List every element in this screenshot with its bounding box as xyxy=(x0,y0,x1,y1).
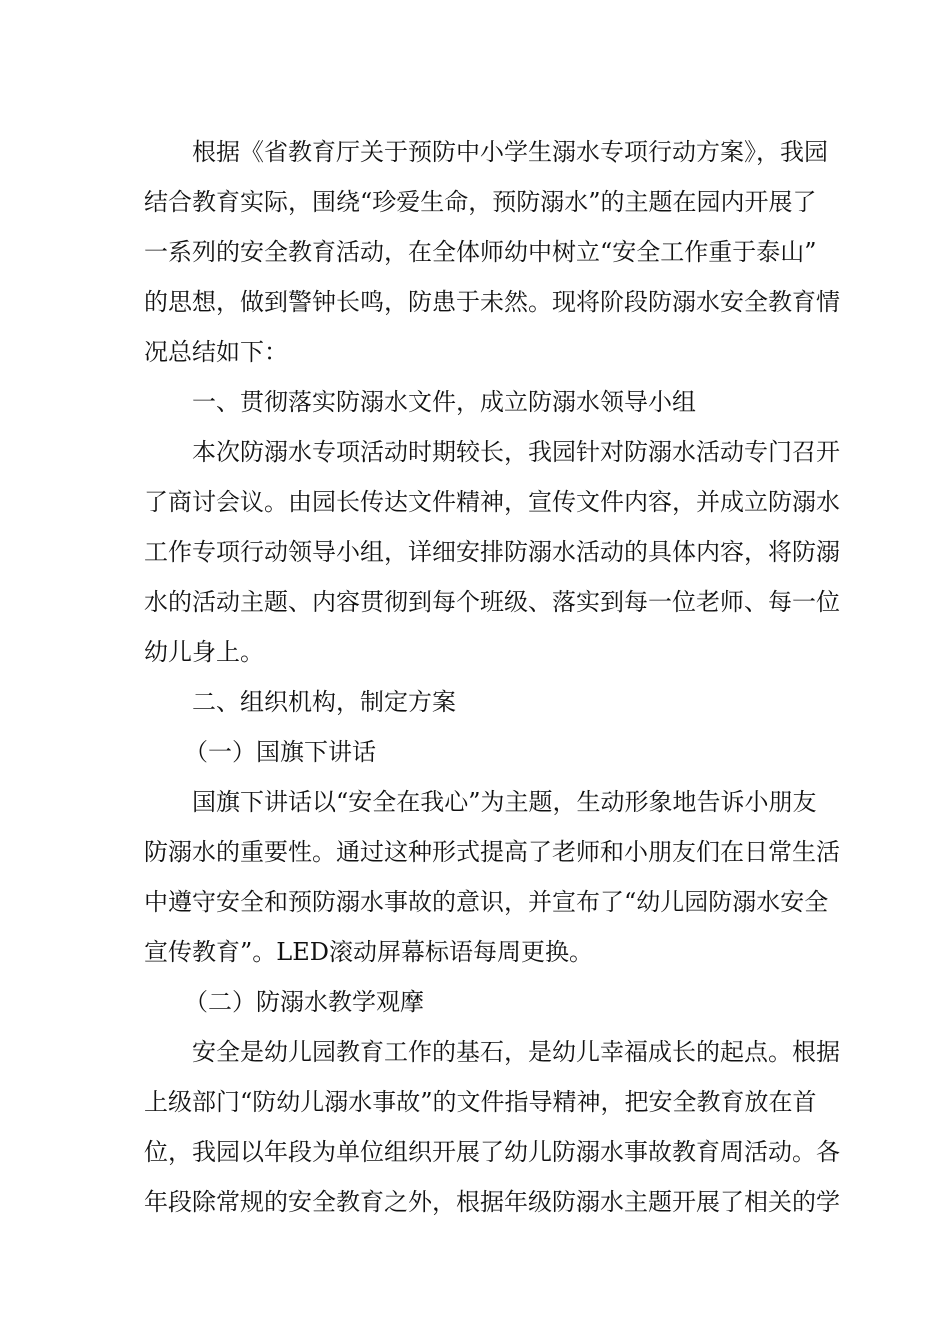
paragraph-2-line-1: 本次防溺水专项活动时期较长，我园针对防溺水活动专门召开 xyxy=(192,438,840,466)
paragraph-2-line-4: 水的活动主题、内容贯彻到每个班级、落实到每一位老师、每一位 xyxy=(144,588,840,616)
paragraph-3-line-1: 国旗下讲话以“安全在我心”为主题，生动形象地告诉小朋友 xyxy=(192,788,817,816)
section-heading-2: 二、组织机构，制定方案 xyxy=(192,688,456,716)
paragraph-3-line-2: 防溺水的重要性。通过这种形式提高了老师和小朋友们在日常生活 xyxy=(144,838,840,866)
subsection-heading-1: （一）国旗下讲话 xyxy=(184,738,376,766)
paragraph-4-line-2: 上级部门“防幼儿溺水事故”的文件指导精神，把安全教育放在首 xyxy=(144,1088,817,1116)
paragraph-1-line-3: 一系列的安全教育活动，在全体师幼中树立“安全工作重于泰山” xyxy=(144,238,817,266)
paragraph-2-line-3: 工作专项行动领导小组，详细安排防溺水活动的具体内容，将防溺 xyxy=(144,538,840,566)
paragraph-2-line-5: 幼儿身上。 xyxy=(144,638,264,666)
paragraph-3-line-4: 宣传教育”。LED滚动屏幕标语每周更换。 xyxy=(144,938,593,966)
section-heading-1: 一、贯彻落实防溺水文件，成立防溺水领导小组 xyxy=(192,388,696,416)
paragraph-4-line-3: 位，我园以年段为单位组织开展了幼儿防溺水事故教育周活动。各 xyxy=(144,1138,840,1166)
paragraph-4-line-1: 安全是幼儿园教育工作的基石，是幼儿幸福成长的起点。根据 xyxy=(192,1038,840,1066)
paragraph-4-line-4: 年段除常规的安全教育之外，根据年级防溺水主题开展了相关的学 xyxy=(144,1188,840,1216)
paragraph-3-line-3: 中遵守安全和预防溺水事故的意识，并宣布了“幼儿园防溺水安全 xyxy=(144,888,829,916)
paragraph-1-line-4: 的思想，做到警钟长鸣，防患于未然。现将阶段防溺水安全教育情 xyxy=(144,288,840,316)
paragraph-1-line-5: 况总结如下： xyxy=(144,338,288,366)
paragraph-1-line-1: 根据《省教育厅关于预防中小学生溺水专项行动方案》，我园 xyxy=(192,138,828,166)
paragraph-2-line-2: 了商讨会议。由园长传达文件精神，宣传文件内容，并成立防溺水 xyxy=(144,488,840,516)
subsection-heading-2: （二）防溺水教学观摩 xyxy=(184,988,424,1016)
paragraph-1-line-2: 结合教育实际，围绕“珍爱生命，预防溺水”的主题在园内开展了 xyxy=(144,188,817,216)
